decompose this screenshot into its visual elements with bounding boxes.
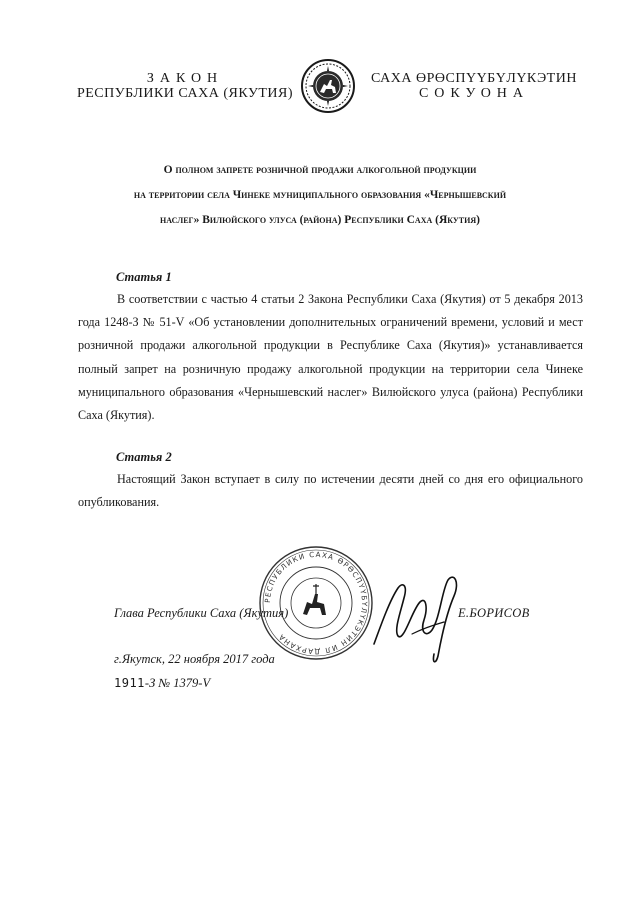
signatory-name: Е.БОРИСОВ <box>458 606 530 620</box>
article-1-text: В соответствии с частью 4 статьи 2 Закона Республики Саха (Якутия) от 5 декабря 2013 года 1248-З № 51-V «Об установлении дополнительных ограничений времени, условий и мест розничной продажи алкогольной продукции в Республике Саха (Якутия)» устанавливается полный запрет на розничную продажу алкогольной продукции на территории села Чинеке муниципального образования «Чернышевский наслег» Вилюйского улуса (района) Республики Саха (Якутия). <box>78 292 583 423</box>
coat-of-arms-emblem-icon <box>300 58 356 114</box>
law-registration-number: 1911 <box>114 676 145 690</box>
handwritten-signature-icon <box>368 560 468 670</box>
title-line: О полном запрете розничной продажи алкогольной продукции <box>163 164 477 176</box>
header-right-subtitle: СОКУОНА <box>418 86 530 101</box>
article-1-heading: Статья 1 <box>116 270 172 284</box>
official-seal-icon <box>257 544 375 662</box>
law-number-suffix: -З № 1379-V <box>144 676 211 690</box>
header-left-title: ЗАКОН <box>146 71 224 86</box>
header-right-title: САХА ӨРӨСПҮҮБҮЛҮКЭТИН <box>371 71 577 86</box>
title-line: на территории села Чинеке муниципального образования «Чернышевский <box>133 189 507 201</box>
title-line: наслег» Вилюйского улуса (района) Республики Саха (Якутия) <box>160 214 480 226</box>
article-2-heading: Статья 2 <box>116 450 172 464</box>
header-left-block <box>60 71 310 101</box>
header-left-subtitle: РЕСПУБЛИКИ САХА (ЯКУТИЯ) <box>76 86 294 101</box>
document-title <box>80 158 560 233</box>
header-right-block <box>350 71 598 101</box>
place-and-date: г.Якутск, 22 ноября 2017 года <box>114 652 275 666</box>
seal-text: РЕСПУБЛИКИ САХА ӨРӨСПҮҮБҮЛҮКЭТИН ИЛ ДАРХАНА <box>262 549 370 657</box>
signatory-position: Глава Республики Саха (Якутия) <box>114 606 289 620</box>
article-2-text: Настоящий Закон вступает в силу по истечении десяти дней со дня его официального опубликования. <box>78 472 583 510</box>
law-number <box>114 676 210 691</box>
